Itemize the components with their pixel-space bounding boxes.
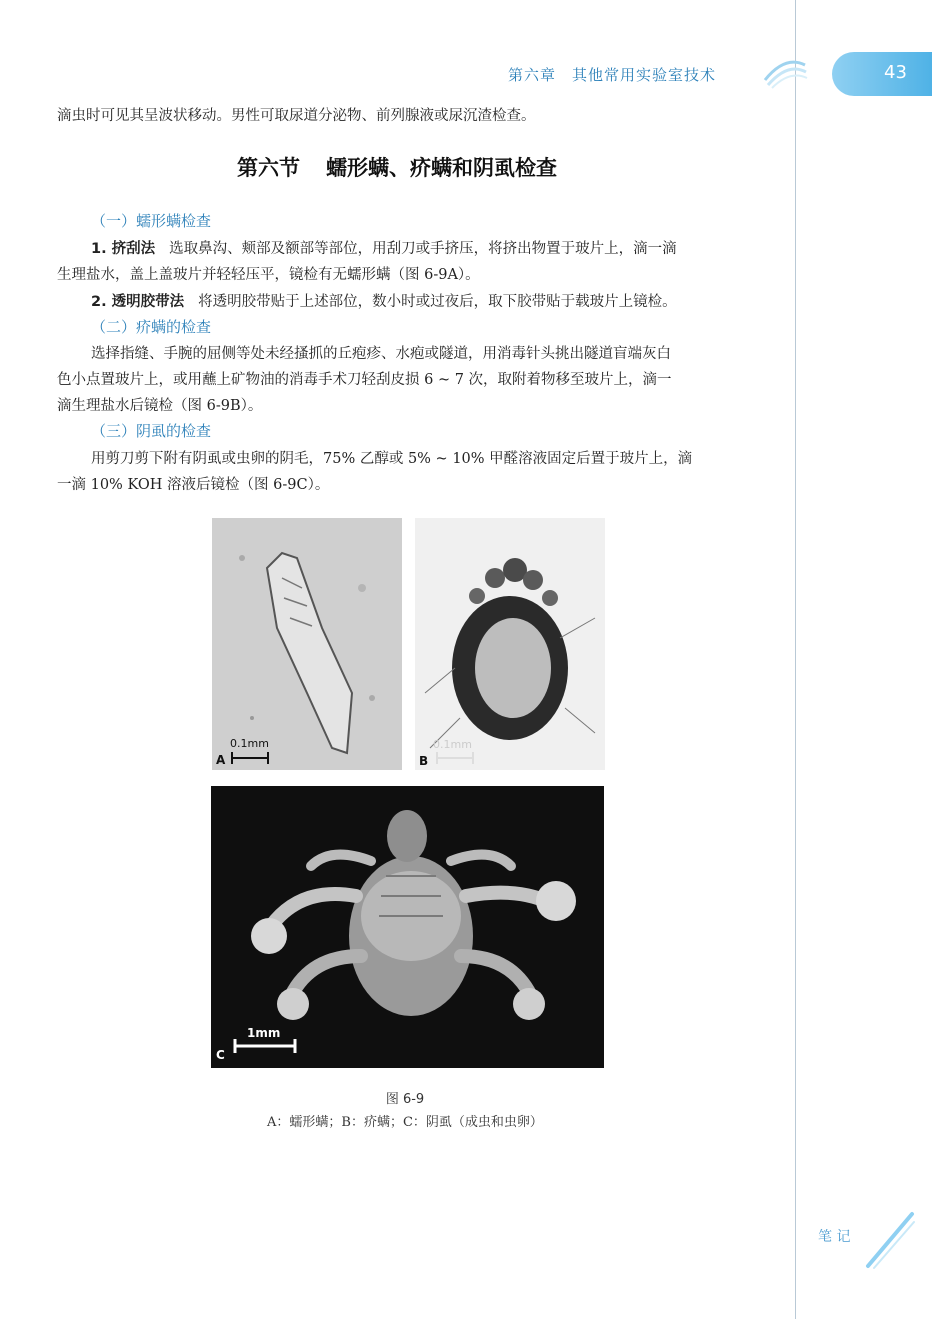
sarcoptes-line1: 选择指缝、手腕的屈侧等处未经搔抓的丘疱疹、水疱或隧道，用消毒针头挑出隧道盲端灰白 bbox=[91, 346, 671, 362]
item2-text: 将透明胶带贴于上述部位，数小时或过夜后，取下胶带贴于载玻片上镜检。 bbox=[198, 294, 677, 310]
panel-c-letter: C bbox=[216, 1048, 225, 1062]
panel-b-letter: B bbox=[419, 754, 429, 768]
section-number: 第六节 bbox=[237, 156, 300, 180]
item1-line2: 生理盐水，盖上盖玻片并轻轻压平，镜检有无蠕形螨（图 6-9A）。 bbox=[57, 267, 480, 283]
item2-lead: 2. 透明胶带法 bbox=[91, 294, 185, 310]
item1-text: 选取鼻沟、颊部及额部等部位，用刮刀或手挤压，将挤出物置于玻片上，滴一滴 bbox=[169, 241, 677, 257]
subheading-pubic-lice: （三）阴虱的检查 bbox=[91, 422, 212, 440]
item1-line1 bbox=[91, 236, 677, 262]
sarcoptes-image bbox=[415, 518, 605, 770]
figure-caption: A：蠕形螨；B：疥螨；C：阴虱（成虫和虫卵） bbox=[267, 1115, 543, 1130]
lice-line2: 一滴 10% KOH 溶液后镜检（图 6-9C）。 bbox=[57, 477, 330, 493]
section-title bbox=[237, 152, 557, 182]
sarcoptes-line2: 色小点置玻片上，或用蘸上矿物油的消毒手术刀轻刮皮损 6 ~ 7 次，取附着物移至玻片上，滴一 bbox=[57, 372, 672, 388]
lice-line1: 用剪刀剪下附有阴虱或虫卵的阴毛，75% 乙醇或 5% ~ 10% 甲醛溶液固定后置于玻片上，滴 bbox=[91, 451, 693, 467]
panel-a-letter: A bbox=[216, 753, 226, 767]
demodex-image bbox=[212, 518, 402, 770]
panel-c-scale-label: 1mm bbox=[247, 1026, 281, 1040]
intro-line: 滴虫时可见其呈波状移动。男性可取尿道分泌物、前列腺液或尿沉渣检查。 bbox=[57, 108, 536, 124]
page-number: 43 bbox=[884, 62, 907, 83]
sarcoptes-line3: 滴生理盐水后镜检（图 6-9B）。 bbox=[57, 398, 263, 414]
figure-panel-b bbox=[415, 518, 605, 770]
panel-b-scale-label: 0.1mm bbox=[433, 738, 472, 751]
figure-panel-a bbox=[212, 518, 402, 770]
page-number-tab bbox=[832, 52, 932, 96]
panel-a-scale-label: 0.1mm bbox=[230, 737, 269, 750]
chapter-header: 第六章 其他常用实验室技术 bbox=[508, 66, 717, 84]
pen-stroke-icon bbox=[860, 1210, 920, 1270]
figure-title: 图 6-9 bbox=[385, 1092, 425, 1107]
item1-lead: 1. 挤刮法 bbox=[91, 241, 156, 257]
notes-label: 笔 记 bbox=[818, 1229, 851, 1245]
subheading-sarcoptes: （二）疥螨的检查 bbox=[91, 318, 212, 336]
header-swirl-icon bbox=[760, 50, 810, 90]
subheading-demodex: （一）蠕形螨检查 bbox=[91, 212, 212, 230]
figure-panel-c bbox=[211, 786, 604, 1068]
item2-line bbox=[91, 289, 677, 315]
section-name: 蠕形螨、疥螨和阴虱检查 bbox=[326, 156, 557, 180]
